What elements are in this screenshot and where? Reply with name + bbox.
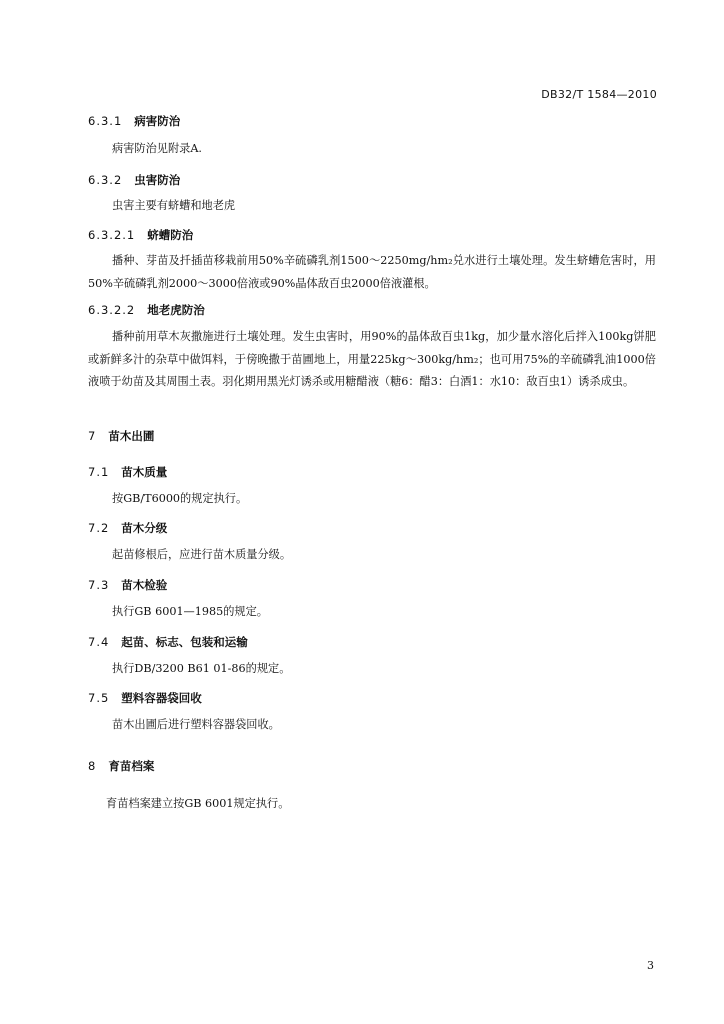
heading-7-3 bbox=[88, 577, 167, 593]
section-number: 6.3.2.2 bbox=[88, 303, 136, 317]
section-number: 7.5 bbox=[88, 691, 110, 705]
heading-7-5 bbox=[88, 690, 202, 706]
section-title: 起苗、标志、包装和运输 bbox=[121, 635, 248, 649]
paragraph-6-3-2: 虫害主要有蛴螬和地老虎 bbox=[112, 199, 236, 212]
section-title: 地老虎防治 bbox=[147, 303, 205, 317]
section-number: 7.1 bbox=[88, 465, 110, 479]
section-title: 蛴螬防治 bbox=[147, 228, 194, 242]
heading-7-1 bbox=[88, 464, 167, 480]
paragraph-7-4: 执行DB/3200 B61 01-86的规定。 bbox=[112, 662, 291, 675]
section-number: 6.3.2 bbox=[88, 173, 123, 187]
section-title: 苗木出圃 bbox=[108, 429, 155, 443]
section-number: 7.3 bbox=[88, 578, 110, 592]
page-number: 3 bbox=[647, 959, 654, 972]
heading-7-4 bbox=[88, 634, 248, 650]
heading-6-3-2-1 bbox=[88, 227, 193, 243]
section-title: 育苗档案 bbox=[108, 759, 155, 773]
section-title: 苗木分级 bbox=[121, 521, 168, 535]
document-code: DB32/T 1584—2010 bbox=[541, 88, 657, 101]
paragraph-7-5: 苗木出圃后进行塑料容器袋回收。 bbox=[112, 718, 280, 731]
section-number: 8 bbox=[88, 759, 97, 773]
paragraph-6-3-2-1: 播种、芽苗及扦插苗移栽前用50%辛硫磷乳剂1500～2250mg/hm₂兑水进行土壤处理。发生蛴螬危害时，用50%辛硫磷乳剂2000～3000倍液或90%晶体敌百虫2000倍液灌根。 bbox=[88, 254, 656, 290]
section-title: 苗木质量 bbox=[121, 465, 168, 479]
section-number: 7.2 bbox=[88, 521, 110, 535]
heading-6-3-2-2 bbox=[88, 302, 205, 318]
section-title: 苗木检验 bbox=[121, 578, 168, 592]
heading-7-2 bbox=[88, 520, 167, 536]
section-title: 病害防治 bbox=[134, 114, 181, 128]
section-number: 7 bbox=[88, 429, 97, 443]
paragraph-7-1: 按GB/T6000的规定执行。 bbox=[112, 492, 248, 505]
heading-8 bbox=[88, 758, 154, 774]
paragraph-6-3-2-2: 播种前用草木灰撒施进行土壤处理。发生虫害时，用90%的晶体敌百虫1kg，加少量水溶化后拌入100kg饼肥或新鲜多汁的杂草中做饵料，于傍晚撒于苗圃地上，用量225kg～300kg/hm₂；也可用75%的辛硫磷乳油1000倍液喷于幼苗及其周围土表。羽化期用黑光灯诱杀或用糖醋液（糖6：醋3：白酒1：水10：敌百虫1）诱杀成虫。 bbox=[88, 330, 656, 388]
paragraph-7-2: 起苗修根后，应进行苗木质量分级。 bbox=[112, 548, 292, 561]
section-title: 虫害防治 bbox=[134, 173, 181, 187]
paragraph-8: 育苗档案建立按GB 6001规定执行。 bbox=[106, 797, 290, 810]
paragraph-7-3: 执行GB 6001—1985的规定。 bbox=[112, 605, 268, 618]
section-title: 塑料容器袋回收 bbox=[121, 691, 202, 705]
heading-6-3-1 bbox=[88, 113, 180, 129]
section-number: 6.3.1 bbox=[88, 114, 123, 128]
section-number: 7.4 bbox=[88, 635, 110, 649]
heading-6-3-2 bbox=[88, 172, 180, 188]
paragraph-6-3-1: 病害防治见附录A. bbox=[112, 142, 202, 155]
heading-7 bbox=[88, 428, 154, 444]
section-number: 6.3.2.1 bbox=[88, 228, 136, 242]
